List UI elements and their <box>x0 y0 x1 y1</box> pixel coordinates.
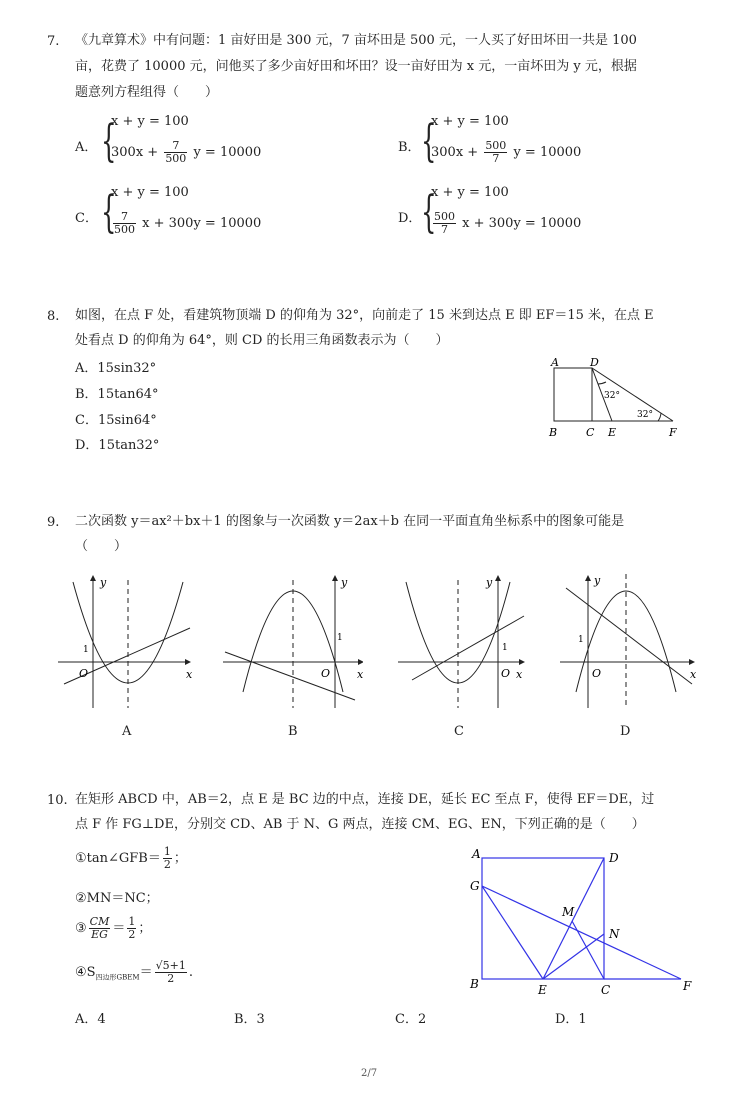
q10-label-m: M <box>562 905 575 919</box>
q10-option-c: C．2 <box>395 1012 427 1027</box>
q9-graph-a-one: 1 <box>83 645 89 655</box>
q8-option-a: A．15sin32° <box>75 361 157 376</box>
q10-line-en <box>543 934 604 979</box>
q10-line-cm <box>572 921 604 979</box>
q7-option-b-eq1: x + y = 100 <box>431 114 509 129</box>
q8-building-rect <box>554 368 592 421</box>
q10-label-c: C <box>601 983 611 996</box>
q9-graph-c <box>398 570 538 710</box>
q9-graph-d-ylabel: y <box>594 574 601 587</box>
q10-label-d: D <box>609 851 619 865</box>
q7-option-d-label: D． <box>398 211 422 226</box>
q9-text-line1: 二次函数 y＝ax²＋bx＋1 的图象与一次函数 y＝2ax＋b 在同一平面直角坐标系中的图象可能是 <box>75 514 625 529</box>
q9-graph-d-label: D <box>620 724 631 739</box>
q10-text-line1: 在矩形 ABCD 中，AB＝2，点 E 是 BC 边的中点，连接 DE，延长 EC 至点 F，使得 EF＝DE，过 <box>75 792 655 807</box>
q8-option-b: B．15tan64° <box>75 387 159 402</box>
q9-graph-d-one: 1 <box>578 635 584 645</box>
q10-label-g: G <box>470 879 480 893</box>
q10-option-a: A．4 <box>75 1012 106 1027</box>
q8-angle-label-1: 32° <box>604 391 620 401</box>
q7-option-c-label: C． <box>75 211 98 226</box>
page-number: 2/7 <box>361 1068 378 1079</box>
q7-option-b-brace: { <box>421 116 437 167</box>
q9-graph-b-ylabel: y <box>341 576 348 589</box>
q10-label-a: A <box>472 847 481 861</box>
q10-label-b: B <box>470 977 479 991</box>
q8-label-a: A <box>551 356 559 369</box>
q10-label-e: E <box>538 983 547 996</box>
q7-text-line1: 《九章算术》中有问题：1 亩好田是 300 元，7 亩坏田是 500 元，一人买了好田坏田一共是 100 <box>75 33 637 48</box>
q9-graph-a-label: A <box>122 724 132 739</box>
q10-label-f: F <box>683 979 692 993</box>
q9-text-line2: （ ） <box>75 539 128 554</box>
q7-option-a-eq1: x + y = 100 <box>111 114 189 129</box>
q7-option-d-eq1: x + y = 100 <box>431 185 509 200</box>
q9-graph-b <box>223 570 363 710</box>
q10-number: 10. <box>47 793 68 808</box>
q7-option-c-eq1: x + y = 100 <box>111 185 189 200</box>
q9-graph-d-xlabel: x <box>690 668 697 681</box>
q9-graph-c-one: 1 <box>502 643 508 653</box>
q9-graph-a-ylabel: y <box>100 576 107 589</box>
q9-graph-b-label: B <box>288 724 298 739</box>
q8-text-line1: 如图，在点 F 处，看建筑物顶端 D 的仰角为 32°，向前走了 15 米到达点 E 即 EF＝15 米，在点 E <box>75 308 654 323</box>
q9-graph-b-one: 1 <box>337 633 343 643</box>
q9-graph-a <box>58 570 198 710</box>
q9-graph-d-origin: O <box>592 667 602 680</box>
q7-option-a-eq2: 300x + $\frac{7}{500}$ y = 10000 <box>111 139 262 165</box>
q10-option-d: D．1 <box>555 1012 587 1027</box>
q9-graph-d <box>560 570 700 710</box>
q8-label-e: E <box>608 426 617 439</box>
q10-item-4: $④S_{四边形GBEM}=$ $\frac{√5+1}{2}$ . <box>75 959 193 985</box>
q8-label-c: C <box>586 426 595 439</box>
q10-item-2: ②MN＝NC； <box>75 891 159 906</box>
q7-option-d-eq2: $\frac{500}{7}$ x + 300y = 10000 <box>434 210 582 236</box>
q8-angle-arc-f <box>658 413 661 421</box>
q10-item-1: ①tan∠GFB＝ $\frac{1}{2}$ ； <box>75 845 187 871</box>
q10-figure <box>465 846 705 996</box>
q10-text-line2: 点 F 作 FG⊥DE，分别交 CD、AB 于 N、G 两点，连接 CM、EG、EN，下列正确的是（ ） <box>75 817 645 832</box>
q9-graph-c-ylabel: y <box>486 576 493 589</box>
q7-option-d-brace: { <box>421 187 437 238</box>
q8-label-f: F <box>669 426 677 439</box>
q7-text-line3: 题意列方程组得（ ） <box>75 85 219 100</box>
q7-option-c-eq2: $\frac{7}{500}$ x + 300y = 10000 <box>114 210 262 236</box>
q9-graph-c-origin: O <box>501 667 511 680</box>
q10-label-n: N <box>609 927 620 941</box>
q8-option-c: C．15sin64° <box>75 413 157 428</box>
q9-graph-a-origin: O <box>79 667 89 680</box>
q7-option-c-brace: { <box>101 187 117 238</box>
q7-option-b-label: B． <box>398 140 421 155</box>
q10-item-3: ③ $\frac{CM}{EG}$ ＝ $\frac{1}{2}$ ； <box>75 915 152 941</box>
q10-rect-abcd <box>482 858 604 979</box>
q8-label-b: B <box>549 426 558 439</box>
q7-option-a-label: A． <box>75 140 98 155</box>
q7-option-a-brace: { <box>101 116 117 167</box>
q8-option-d: D．15tan32° <box>75 438 160 453</box>
q10-option-b: B．3 <box>234 1012 265 1027</box>
q8-label-d: D <box>590 356 599 369</box>
q7-number: 7. <box>47 34 60 49</box>
q7-option-b-eq2: 300x + $\frac{500}{7}$ y = 10000 <box>431 139 582 165</box>
q8-text-line2: 处看点 D 的仰角为 64°，则 CD 的长用三角函数表示为（ ） <box>75 333 449 348</box>
q8-angle-arc-e <box>598 382 606 384</box>
q9-graph-c-xlabel: x <box>516 668 523 681</box>
q7-text-line2: 亩，花费了 10000 元，问他买了多少亩好田和坏田？设一亩好田为 x 元，一亩坏田为 y 元，根据 <box>75 59 637 74</box>
q8-angle-label-2: 32° <box>637 410 653 420</box>
q9-number: 9. <box>47 515 60 530</box>
q9-graph-c-label: C <box>454 724 464 739</box>
q8-figure <box>540 352 690 444</box>
q9-graph-a-xlabel: x <box>186 668 193 681</box>
q9-graph-b-origin: O <box>321 667 331 680</box>
q9-graph-b-xlabel: x <box>357 668 363 681</box>
q8-number: 8. <box>47 309 60 324</box>
